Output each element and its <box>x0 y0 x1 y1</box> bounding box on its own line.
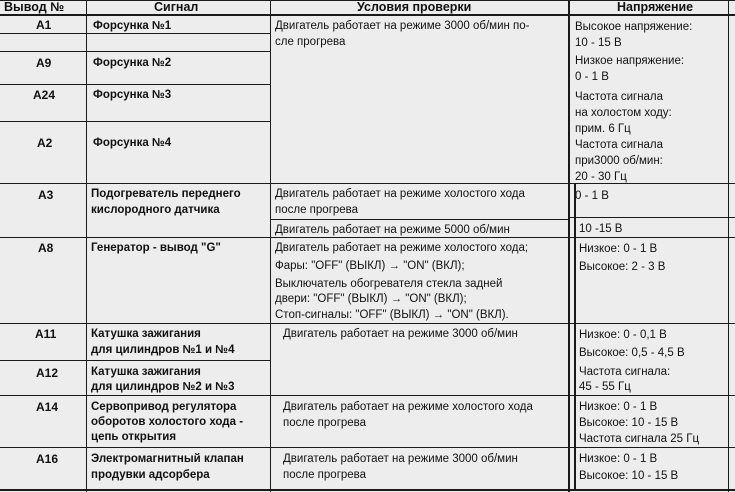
condition-text: Двигатель работает на режиме 5000 об/мин <box>275 224 510 236</box>
voltage-text: 0 - 1 В <box>575 190 609 202</box>
voltage-text: Частота сигнала 25 Гц <box>579 433 700 445</box>
rule-bottom <box>0 489 735 491</box>
col-rule <box>86 0 87 492</box>
header-signal: Сигнал <box>154 0 199 14</box>
pin-cell: A3 <box>38 188 54 202</box>
col-rule-inner <box>574 183 576 489</box>
signal-cell: Форсунка №2 <box>93 57 172 69</box>
rule-row <box>0 121 270 122</box>
voltage-text: Высокое: 10 - 15 В <box>579 470 679 482</box>
header-voltage: Напряжение <box>617 0 694 14</box>
voltage-text: Низкое: 0 - 1 В <box>579 243 658 255</box>
condition-text: Двигатель работает на режиме 3000 об/мин по- <box>275 20 530 32</box>
pin-cell: A2 <box>37 136 53 150</box>
header-conditions: Условия проверки <box>357 0 472 14</box>
condition-text: Фары: "OFF" (ВЫКЛ) → "ON" (ВКЛ); <box>275 260 465 272</box>
pin-cell: A11 <box>35 327 57 341</box>
voltage-text: Низкое: 0 - 1 В <box>579 401 658 413</box>
signal-cell: Сервопривод регулятора <box>91 401 237 413</box>
condition-text: после прогрева <box>283 417 367 429</box>
pin-cell: A16 <box>36 452 59 466</box>
voltage-text: Частота сигнала <box>575 91 664 103</box>
signal-cell: для цилиндров №2 и №3 <box>91 381 235 393</box>
condition-text: Двигатель работает на режиме холостого хода <box>275 188 525 200</box>
voltage-text: на холостом ходу: <box>575 107 672 119</box>
voltage-text: 10 - 15 В <box>575 37 622 49</box>
pin-cell: A24 <box>33 88 56 102</box>
voltage-text: Низкое напряжение: <box>575 55 685 67</box>
rule-row <box>270 219 570 220</box>
condition-text: Стоп-сигналы: "OFF" (ВЫКЛ) → "ON" (ВКЛ). <box>275 309 509 321</box>
voltage-text: Частота сигнала: <box>579 366 671 378</box>
pin-cell: A12 <box>36 366 59 380</box>
signal-cell: Электромагнитный клапан <box>91 453 244 465</box>
voltage-text: 45 - 55 Гц <box>579 381 631 393</box>
rule-row <box>0 447 735 448</box>
pin-cell: A1 <box>36 18 52 32</box>
voltage-text: Низкое: 0 - 1 В <box>579 453 658 465</box>
condition-text: двери: "OFF" (ВЫКЛ) → "ON" (ВКЛ); <box>275 293 467 305</box>
rule-row <box>0 360 270 361</box>
header-pin: Вывод № <box>4 0 65 14</box>
signal-cell: для цилиндров №1 и №4 <box>91 344 235 356</box>
signal-cell: оборотов холостого хода - <box>91 416 244 428</box>
pin-cell: A9 <box>36 56 52 70</box>
voltage-text: 10 -15 В <box>579 223 623 235</box>
col-rule <box>568 0 570 492</box>
rule-row <box>0 395 735 396</box>
signal-cell: Катушка зажигания <box>91 328 201 340</box>
voltage-text: Высокое: 10 - 15 В <box>579 417 679 429</box>
signal-cell: Генератор - вывод "G" <box>91 242 221 254</box>
condition-text: Двигатель работает на режиме 3000 об/мин <box>283 328 518 340</box>
pin-cell: A14 <box>36 400 59 414</box>
signal-cell: Форсунка №4 <box>93 137 172 149</box>
signal-cell: продувки адсорбера <box>91 469 210 481</box>
signal-cell: Катушка зажигания <box>91 366 201 378</box>
signal-cell: Форсунка №3 <box>93 89 172 101</box>
signal-cell: кислородного датчика <box>91 204 220 216</box>
rule-row <box>0 51 270 52</box>
rule-row <box>0 84 270 85</box>
rule-row <box>570 217 735 218</box>
voltage-text: 0 - 1 В <box>575 71 609 83</box>
voltage-text: Высокое: 2 - 3 В <box>579 261 666 273</box>
condition-text: Двигатель работает на режиме холостого хода <box>283 401 533 413</box>
signal-cell: Форсунка №1 <box>93 20 172 32</box>
condition-text: после прогрева <box>275 204 359 216</box>
voltage-text: Частота сигнала <box>575 139 664 151</box>
signal-cell: цепь открытия <box>91 431 177 443</box>
voltage-text: 20 - 30 Гц <box>575 171 627 183</box>
col-rule <box>728 0 729 492</box>
condition-text: Двигатель работает на режиме 3000 об/мин <box>283 453 518 465</box>
rule-row <box>0 323 735 324</box>
voltage-text: Высокое: 0,5 - 4,5 В <box>579 347 685 359</box>
voltage-text: прим. 6 Гц <box>575 123 631 135</box>
condition-text: Двигатель работает на режиме холостого хода; <box>275 242 529 254</box>
pin-cell: A8 <box>38 241 54 255</box>
col-rule <box>270 0 271 492</box>
signal-cell: Подогреватель переднего <box>91 188 241 200</box>
condition-text: после прогрева <box>283 469 367 481</box>
condition-text: Выключатель обогревателя стекла задней <box>275 278 503 290</box>
voltage-text: Низкое: 0 - 0,1 В <box>579 329 667 341</box>
voltage-text: при3000 об/мин: <box>575 155 663 167</box>
voltage-text: Высокое напряжение: <box>575 21 693 33</box>
condition-text: сле прогрева <box>275 36 346 48</box>
